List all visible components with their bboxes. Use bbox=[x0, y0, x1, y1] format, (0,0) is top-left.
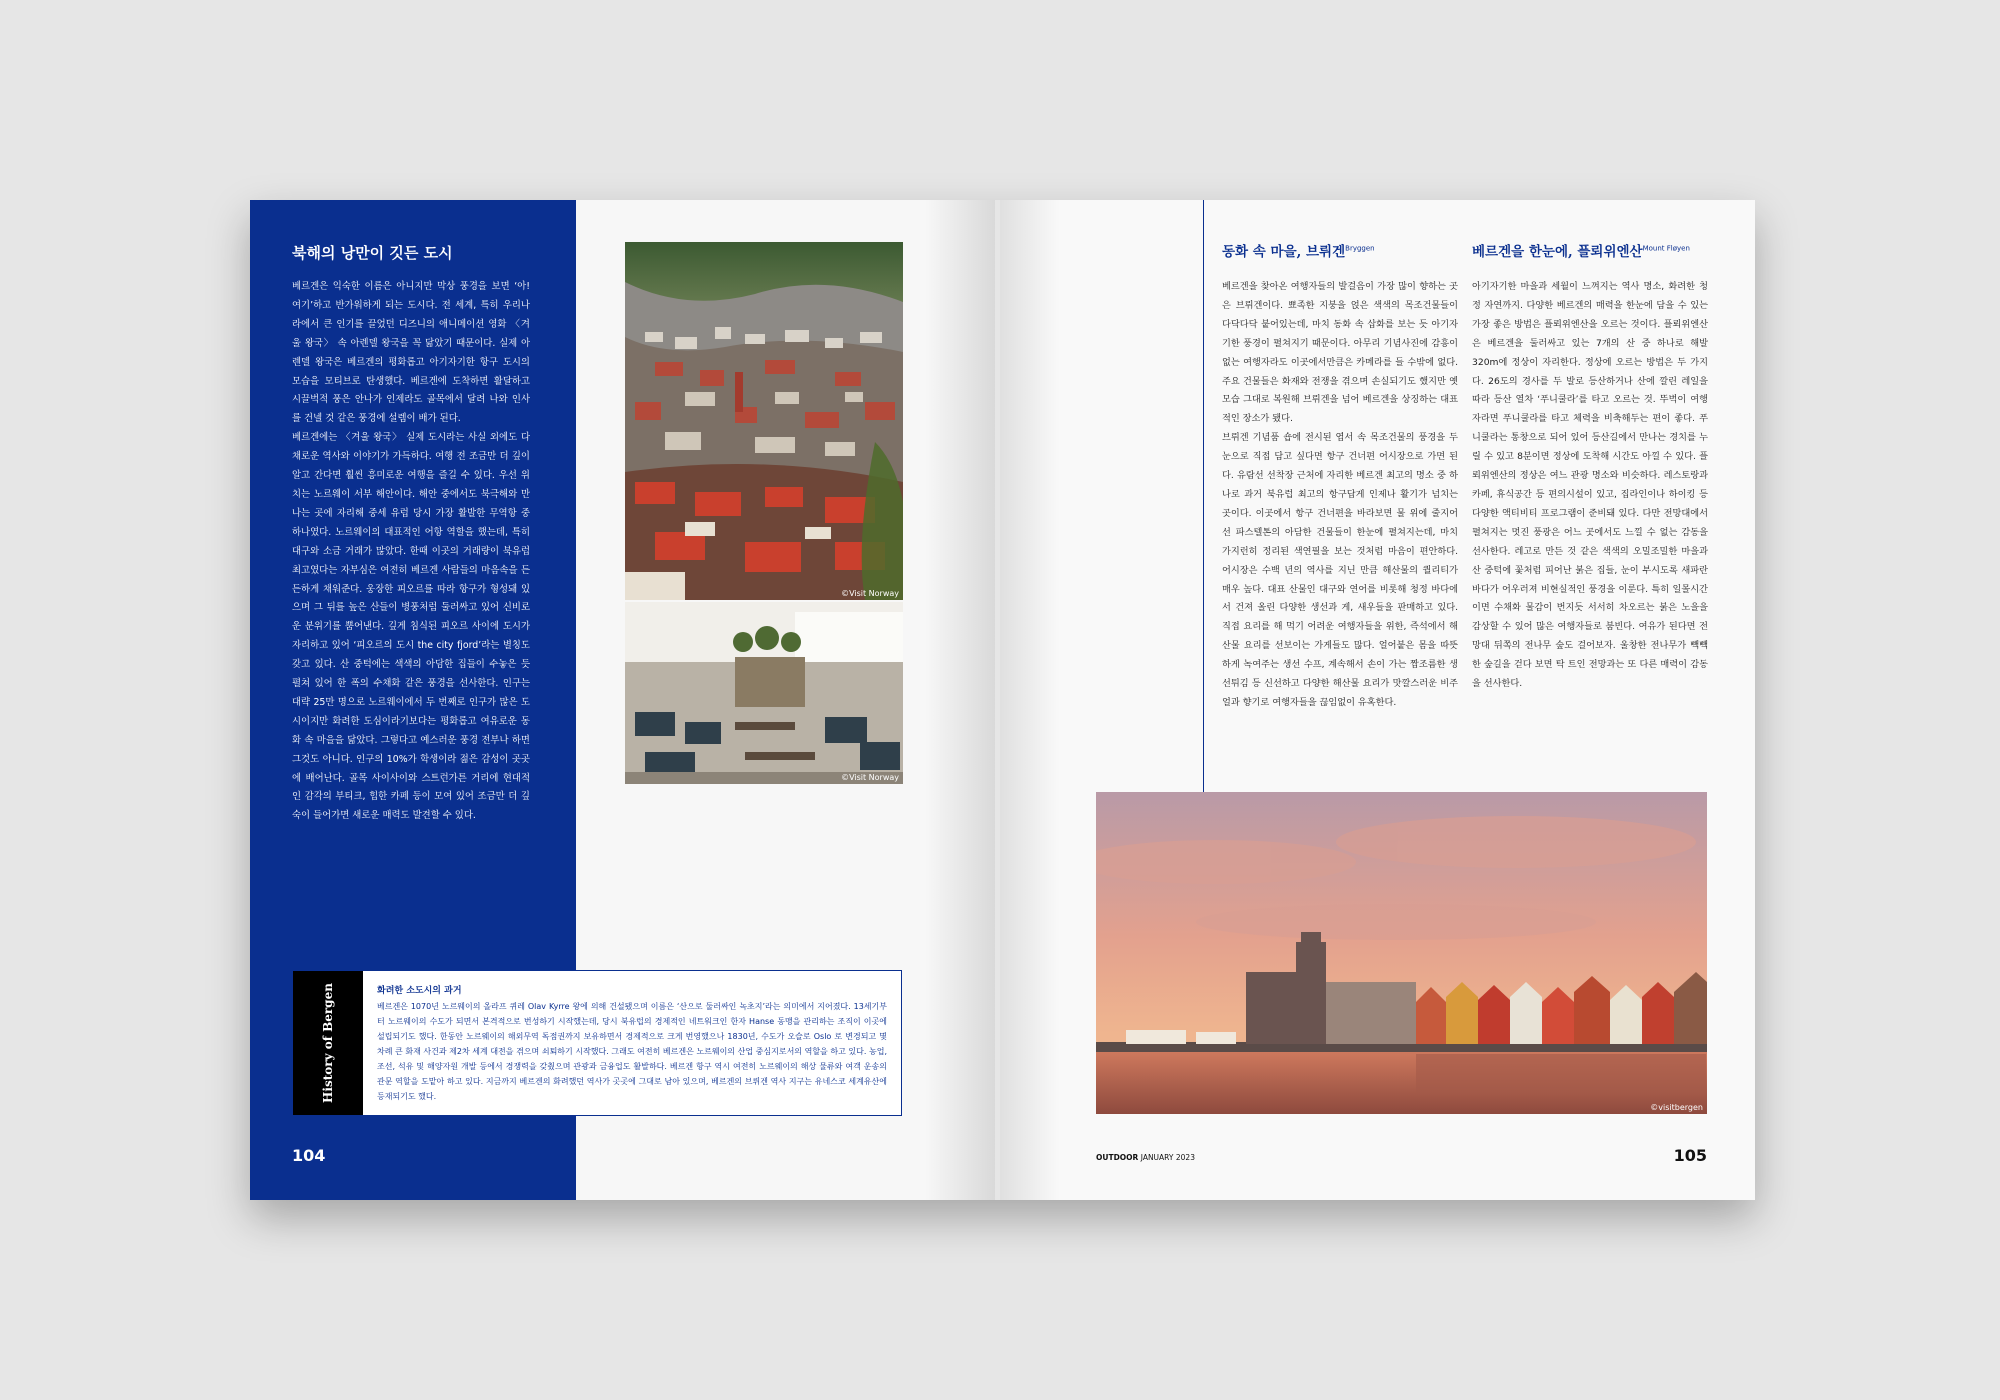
page-number-right: 105 bbox=[1673, 1146, 1707, 1165]
magazine-footer bbox=[1096, 1153, 1195, 1162]
magazine-issue: JANUARY 2023 bbox=[1140, 1153, 1195, 1162]
history-tab bbox=[293, 971, 363, 1115]
floyen-body bbox=[1472, 278, 1708, 694]
floyen-paragraph: 아기자기한 마을과 세월이 느껴지는 역사 명소, 화려한 청정 자연까지. 다양한 베르겐의 매력을 한눈에 담을 수 있는 가장 좋은 방법은 플뢰위엔산을 오르는 것이다. 플뢰위엔산은 베르겐을 둘러싸고 있는 7개의 산 중 하나로 해발 320m에 정상이 자리한다. 정상에 오르는 방법은 두 가지다. 26도의 경사를 두 발로 등산하거나 산에 깔린 레일을 따라 등산 열차 ‘푸니쿨라’를 타고 오르는 것. 뚜벅이 여행자라면 푸니쿨라를 타고 체력을 비축해두는 편이 좋다. 푸니쿨라는 통창으로 되어 있어 등산길에서 만나는 경치를 누릴 수 있고 8분이면 정상에 도착해 시간도 아낄 수 있다. 플뢰위엔산의 정상은 여느 관광 명소와 비슷하다. 레스토랑과 카페, 휴식공간 등 편의시설이 있고, 집라인이나 하이킹 등 다양한 액티비티 프로그램이 준비돼 있다. 다만 전망대에서 펼쳐지는 멋진 풍광은 어느 곳에서도 느낄 수 없는 감동을 선사한다. 레고로 만든 것 같은 색색의 오밀조밀한 마을과 산 중턱에 꽃처럼 피어난 붉은 집들, 눈이 부시도록 새파란 바다가 어우러져 비현실적인 풍경을 이룬다. 특히 일몰시간이면 수채화 물감이 번지듯 서서히 차오르는 붉은 노을을 감상할 수 있어 많은 여행자들로 붐빈다. 여유가 된다면 전망대 뒤쪽의 전나무 숲도 걸어보자. 울창한 전나무가 빽빽한 숲길을 걷다 보면 탁 트인 전망과는 또 다른 매력이 감동을 선사한다. bbox=[1472, 281, 1708, 690]
history-heading: 화려한 소도시의 과거 bbox=[377, 986, 462, 996]
column-divider bbox=[1203, 200, 1204, 792]
right-page bbox=[1000, 200, 1755, 1200]
gutter-shadow-left bbox=[925, 200, 995, 1200]
photo-bryggen-harbour bbox=[1096, 792, 1707, 1114]
history-box bbox=[292, 970, 902, 1116]
bryggen-title bbox=[1222, 240, 1375, 260]
floyen-title-text: 베르겐을 한눈에, 플뢰위엔산 bbox=[1472, 244, 1643, 260]
photo-cafe-interior bbox=[625, 602, 903, 784]
history-body: 베르겐은 1070년 노르웨이의 올라프 퀴레 Olav Kyrre 왕에 의해 건설됐으며 이름은 ‘산으로 둘러싸인 녹초지’라는 의미에서 지어졌다. 13세기부터 노르웨이의 수도가 되면서 본격적으로 번성하기 시작했는데, 당시 북유럽의 경제적인 네트워크인 한자 Hanse 동맹을 관리하는 조직이 이곳에 설립되기도 했다. 한동안 노르웨이의 해외무역 독점권까지 보유하면서 경제적으로 크게 번영했으나 1830년, 수도가 오슬로 Oslo 로 변경되고 몇 차례 큰 화재 사건과 제2차 세계 대전을 겪으며 쇠퇴하기 시작했다. 그래도 여전히 베르겐은 노르웨이의 산업 중심지로서의 역할을 하고 있다. 농업, 조선, 석유 및 해양자원 개발 등에서 경쟁력을 갖췄으며 관광과 금융업도 활발하다. 베르겐 항구 역시 여전히 노르웨이의 해상 물류와 여객 운송의 관문 역할을 도맡아 하고 있다. 지금까지 베르겐의 화려했던 역사가 곳곳에 그대로 남아 있으며, 베르겐의 브뤼겐 역사 지구는 유네스코 세계유산에 등재되기도 했다. bbox=[377, 1002, 887, 1101]
left-page bbox=[250, 200, 995, 1200]
photo-bergen-aerial bbox=[625, 242, 903, 600]
bryggen-title-sup: Bryggen bbox=[1345, 244, 1375, 253]
photo-credit-top: ©Visit Norway bbox=[841, 589, 899, 598]
page-number-left: 104 bbox=[292, 1146, 326, 1165]
magazine-name: OUTDOOR bbox=[1096, 1153, 1139, 1162]
history-tab-label: History of Bergen bbox=[321, 983, 335, 1103]
bryggen-paragraph-2: 브뤼겐 기념품 숍에 전시된 엽서 속 목조건물의 풍경을 두 눈으로 직접 담고 싶다면 항구 건너편 어시장으로 가면 된다. 유람선 선착장 근처에 자리한 베르겐 최고의 명소 중 하나로 과거 북유럽 최고의 항구답게 인제나 활기가 넘치는 곳이다. 이곳에서 항구 건너편을 바라보면 물 위에 줄지어 선 파스텔톤의 아담한 건물들이 한눈에 펼쳐지는데, 마치 가지런히 정리된 색연필을 보는 것처럼 마음이 편안하다. 어시장은 수백 년의 역사를 지닌 만큼 해산물의 퀄리티가 매우 높다. 대표 산물인 대구와 연어를 비롯해 청정 바다에서 건져 올린 다양한 생선과 게, 새우들을 판매하고 있다. 직접 요리를 해 먹기 어려운 여행자들을 위한, 즉석에서 해산물 요리를 선보이는 가게들도 많다. 얼어붙은 몸을 따뜻하게 녹여주는 생선 수프, 계속해서 손이 가는 짭조름한 생선튀김 등 신선하고 다양한 해산물 요리가 맛깔스러운 비주얼과 향기로 여행자들을 끊임없이 유혹한다. bbox=[1222, 432, 1458, 708]
bryggen-body bbox=[1222, 278, 1458, 713]
gutter-shadow-right bbox=[1000, 200, 1060, 1200]
left-body-paragraph-1: 베르겐은 익숙한 이름은 아니지만 막상 풍경을 보면 ‘아! 여기’하고 반가워하게 되는 도시다. 전 세계, 특히 우리나라에서 큰 인기를 끌었던 디즈니의 애니메이션 영화 〈겨울 왕국〉 속 아렌델 왕국을 꼭 닮았기 때문이다. 실제 아렌델 왕국은 베르겐의 평화롭고 아기자기한 항구 도시의 모습을 모티브로 탄생했다. 베르겐에 도착하면 활달하고 시끌벅적 풍은 안나가 인제라도 골목에서 달려 나와 인사를 건넬 것 같은 풍경에 설렘이 배가 된다. bbox=[292, 281, 530, 425]
floyen-title bbox=[1472, 240, 1690, 260]
cafe-interior-illustration bbox=[625, 602, 903, 784]
bryggen-harbour-illustration bbox=[1096, 792, 1707, 1114]
left-page-body bbox=[292, 278, 530, 826]
photo-credit-harbour: ©visitbergen bbox=[1650, 1103, 1703, 1112]
bryggen-paragraph-1: 베르겐을 찾아온 여행자들의 발걸음이 가장 많이 향하는 곳은 브뤼겐이다. 뾰족한 지붕을 얹은 색색의 목조건물들이 다닥다닥 붙어있는데, 마치 동화 속 삽화를 보는 듯 아기자기한 풍경이 펼쳐지기 때문이다. 아무리 기념사진에 감흥이 없는 여행자라도 이곳에서만큼은 카메라를 들 수밖에 없다. 주요 건물들은 화재와 전쟁을 겪으며 손실되기도 했지만 옛 모습 그대로 복원해 브뤼겐을 넘어 베르겐을 상징하는 대표적인 장소가 됐다. bbox=[1222, 281, 1458, 425]
left-body-paragraph-2: 베르겐에는 〈겨울 왕국〉 실제 도시라는 사실 외에도 다채로운 역사와 이야기가 가득하다. 여행 전 조금만 더 깊이 알고 간다면 훨씬 흥미로운 여행을 즐길 수 있다. 우선 위치는 노르웨이 서부 해안이다. 해안 중에서도 북극해와 만나는 곳에 자리해 중세 유럽 당시 가장 활발한 무역항 중 하나였다. 노르웨이의 대표적인 어항 역할을 했는데, 특히 대구와 소금 거래가 많았다. 한때 이곳의 거래량이 북유럽 최고였다는 자부심은 여전히 베르겐 사람들의 마음속을 든든하게 채워준다. 웅장한 피오르를 따라 항구가 형성돼 있으며 그 뒤를 높은 산들이 병풍처럼 둘러싸고 있어 신비로운 분위기를 뿜어낸다. 깊게 침식된 피오르 사이에 도시가 자리하고 있어 ‘피오르의 도시 the city fjord’라는 별칭도 갖고 있다. 산 중턱에는 색색의 아담한 집들이 수놓은 듯 펼쳐 있어 한 폭의 수채화 같은 풍경을 선사한다. 인구는 대략 25만 명으로 노르웨이에서 두 번째로 인구가 많은 도시이지만 화려한 도심이라기보다는 평화롭고 여유로운 동화 속 마을을 닮았다. 그렇다고 예스러운 풍경 전부나 하면 그것도 아니다. 인구의 10%가 학생이라 젊은 감성이 곳곳에 배어난다. 골목 사이사이와 스트런가튼 거리에 현대적인 감각의 부티크, 힙한 카페 등이 모여 있어 조금만 더 깊숙이 들어가면 새로운 매력도 발견할 수 있다. bbox=[292, 432, 530, 822]
photo-credit-bottom: ©Visit Norway bbox=[841, 773, 899, 782]
left-page-title: 북해의 낭만이 깃든 도시 bbox=[292, 244, 453, 262]
floyen-title-sup: Mount Fløyen bbox=[1642, 244, 1690, 253]
bryggen-title-text: 동화 속 마을, 브뤼겐 bbox=[1222, 244, 1346, 260]
bergen-aerial-illustration bbox=[625, 242, 903, 600]
